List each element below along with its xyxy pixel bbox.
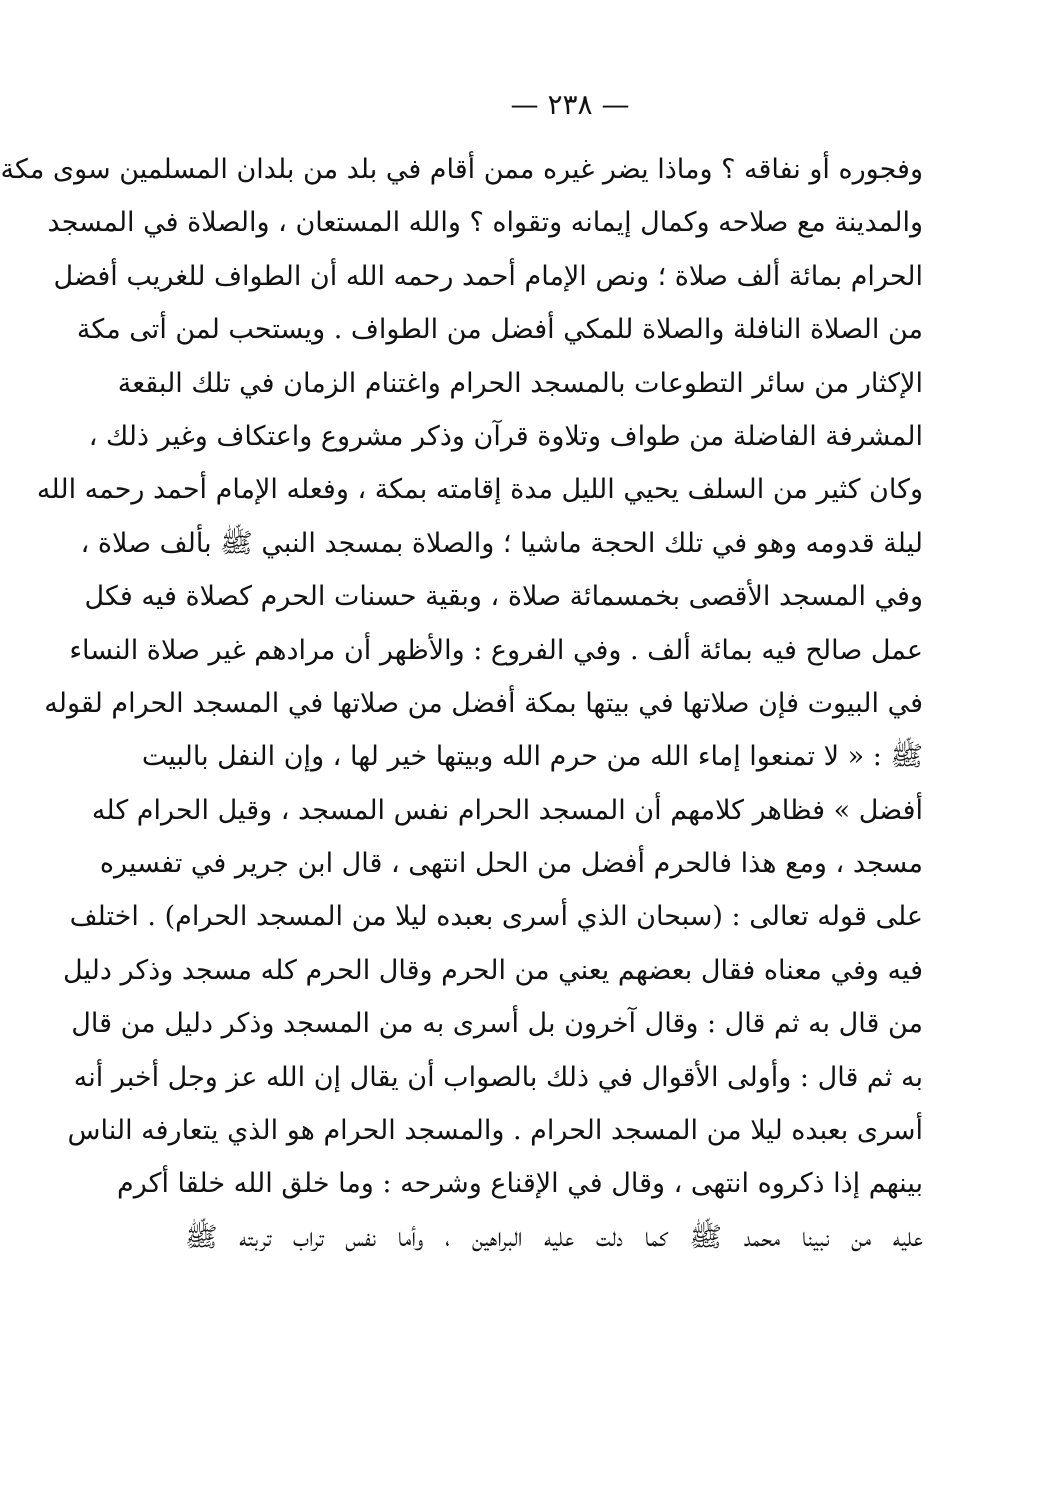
text-line: في البيوت فإن صلاتها في بيتها بمكة أفضل من صلاتها في المسجد الحرام لقوله [44,687,923,719]
text-line: وكان كثير من السلف يحيي الليل مدة إقامته بمكة ، وفعله الإمام أحمد رحمه الله [36,474,923,506]
text-line: الحرام بمائة ألف صلاة ؛ ونص الإمام أحمد رحمه الله أن الطواف للغريب أفضل [53,260,923,292]
text-line: ليلة قدومه وهو في تلك الحجة ماشيا ؛ والصلاة بمسجد النبي ﷺ بألف صلاة ، [80,527,923,559]
text-line: أسرى بعبده ليلا من المسجد الحرام . والمسجد الحرام هو الذي يتعارفه الناس [67,1115,923,1147]
text-line: وفجوره أو نفاقه ؟ وماذا يضر غيره ممن أقام في بلد من بلدان المسلمين سوى مكة [0,154,923,185]
text-line: عليه من نبينا محمد ﷺ كما دلت عليه البراهين ، وأما نفس تراب تربته ﷺ [185,1221,923,1253]
text-line: ﷺ : « لا تمنعوا إماء الله من حرم الله وبيتها خير لها ، وإن النفل بالبيت [141,741,923,773]
body-text [0,143,923,1264]
text-line: والمدينة مع صلاحه وكمال إيمانه وتقواه ؟ والله المستعان ، والصلاة في المسجد [47,207,923,239]
text-line: على قوله تعالى : (سبحان الذي أسرى بعبده ليلا من المسجد الحرام) . اختلف [69,901,923,933]
text-line: فيه وفي معناه فقال بعضهم يعني من الحرم وقال الحرم كله مسجد وذكر دليل [63,954,923,986]
text-line: المشرفة الفاضلة من طواف وتلاوة قرآن وذكر مشروع واعتكاف وغير ذلك ، [88,420,923,452]
text-line: بينهم إذا ذكروه انتهى ، وقال في الإقناع وشرحه : وما خلق الله خلقا أكرم [116,1168,923,1200]
text-line: به ثم قال : وأولى الأقوال في ذلك بالصواب أن يقال إن الله عز وجل أخبر أنه [73,1061,923,1093]
page-number: — ٢٣٨ — [510,88,630,121]
text-line: مسجد ، ومع هذا فالحرم أفضل من الحل انتهى ، قال ابن جرير في تفسيره [99,848,923,880]
text-line: وفي المسجد الأقصى بخمسمائة صلاة ، وبقية حسنات الحرم كصلاة فيه فكل [84,581,923,613]
text-line: عمل صالح فيه بمائة ألف . وفي الفروع : والأظهر أن مرادهم غير صلاة النساء [69,634,923,666]
text-line: أفضل » فظاهر كلامهم أن المسجد الحرام نفس المسجد ، وقيل الحرام كله [91,794,923,826]
text-line: الإكثار من سائر التطوعات بالمسجد الحرام واغتنام الزمان في تلك البقعة [117,367,923,399]
text-line: من الصلاة النافلة والصلاة للمكي أفضل من الطواف . ويستحب لمن أتى مكة [76,314,923,346]
text-line: من قال به ثم قال : وقال آخرون بل أسرى به من المسجد وذكر دليل من قال [71,1008,923,1040]
